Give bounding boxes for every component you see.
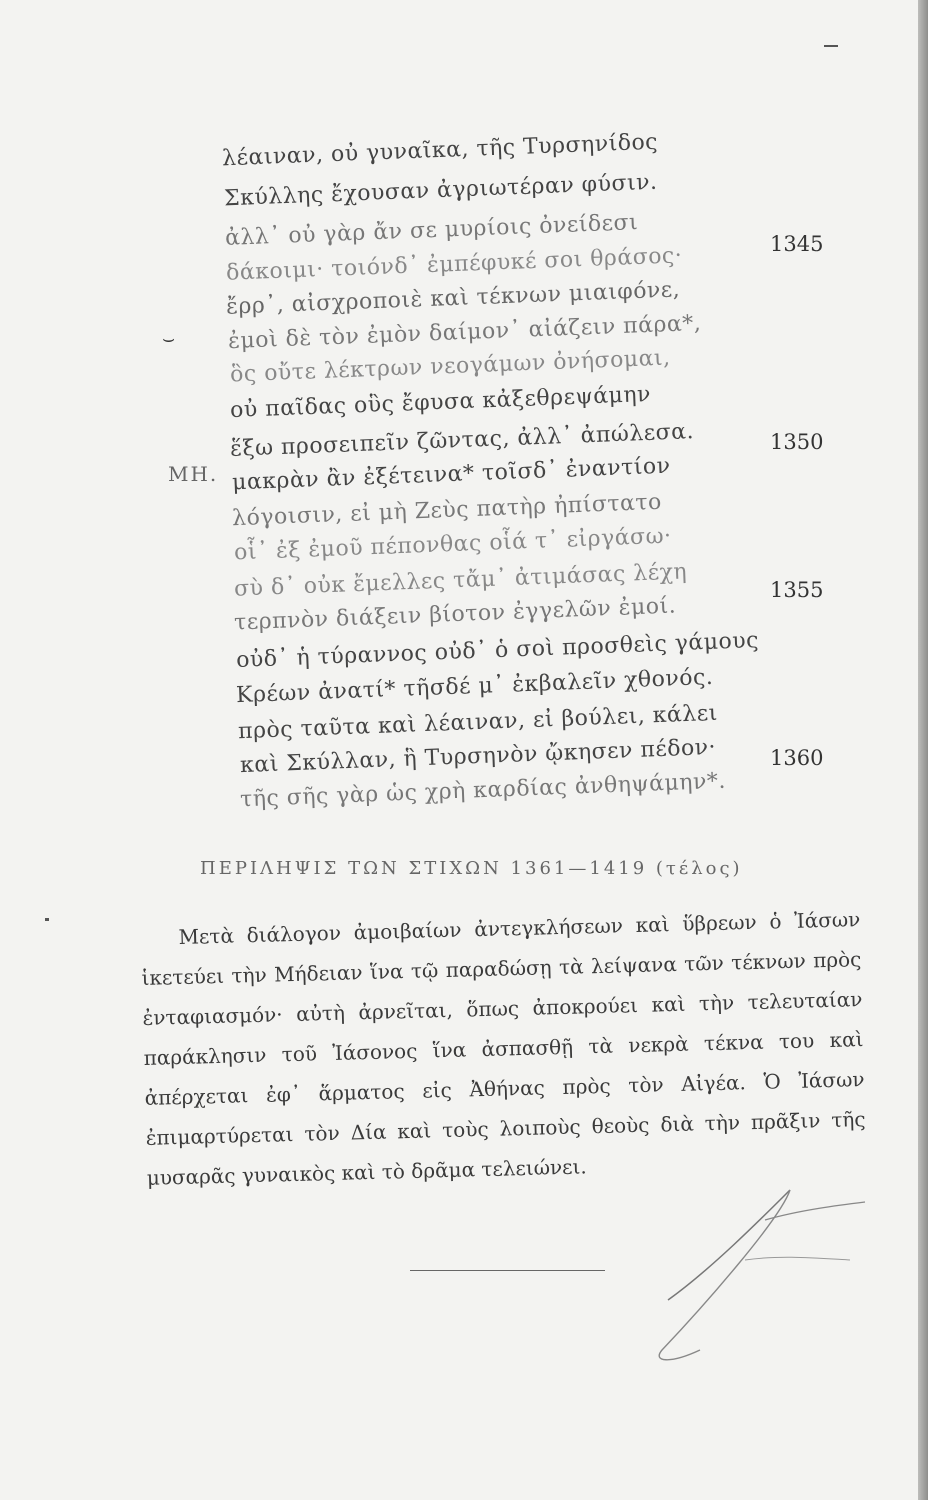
poem-line: Σκύλλης ἔχουσαν ἀγριωτέραν φύσιν. bbox=[223, 169, 658, 212]
poem-line: λέαιναν, οὐ γυναῖκα, τῆς Τυρσηνίδος bbox=[221, 129, 659, 172]
signature-scribble bbox=[640, 1150, 870, 1380]
poem-line: ἐμοὶ δὲ τὸν ἐμὸν δαίμον᾽ αἰάζειν πάρα*, bbox=[227, 310, 702, 355]
section-heading: ΠΕΡΙΛΗΨΙΣ ΤΩΝ ΣΤΙΧΩΝ 1361—1419 (τέλος) bbox=[200, 858, 743, 879]
line-number: 1355 bbox=[770, 578, 824, 602]
line-number: 1350 bbox=[770, 430, 824, 454]
poem-line: λόγοισιν, εἰ μὴ Ζεὺς πατὴρ ἠπίστατο bbox=[231, 489, 663, 532]
poem-line: δάκοιμι· τοιόνδ᾽ ἐμπέφυκέ σοι θράσος· bbox=[225, 243, 683, 286]
poem-line: μακρὰν ἂν ἐξέτεινα* τοῖσδ᾽ ἐναντίον bbox=[231, 453, 671, 496]
poem-line: καὶ Σκύλλαν, ἣ Τυρσηνὸν ᾤκησεν πέδον· bbox=[239, 734, 717, 779]
poem-line: Κρέων ἀνατί* τῆσδέ μ᾽ ἐκβαλεῖν χθονός. bbox=[235, 664, 714, 709]
line-number: 1345 bbox=[770, 232, 824, 256]
margin-mark: ⌣ bbox=[162, 326, 176, 350]
summary-paragraph: Μετὰ διάλογον ἀμοιβαίων ἀντεγκλήσεων καὶ ὕβρεων ὁ Ἰάσων ἱκετεύει τὴν Μήδειαν ἵνα τῷ παραδώσῃ τὰ λείψανα τῶν τέκνων πρὸς ἐνταφιασμόν· αὐτὴ ἀρνεῖται, ὅπως ἀποκρούει καὶ τὴν τελευταίαν παράκλησιν τοῦ Ἰάσονος ἵνα ἀσπασθῇ τὰ νεκρὰ τέκνα του καὶ ἀπέρχεται ἐφ᾽ ἅρματος εἰς Ἀθήνας πρὸς τὸν Αἰγέα. Ὁ Ἰάσων ἐπιμαρτύρεται τὸν Δία καὶ τοὺς λοιποὺς θεοὺς διὰ τὴν πρᾶξιν τῆς μυσαρᾶς γυναικὸς καὶ τὸ δρᾶμα τελειώνει. bbox=[141, 907, 866, 1190]
poem-line: ἔρρ᾽, αἰσχροποιὲ καὶ τέκνων μιαιφόνε, bbox=[225, 277, 681, 320]
poem-line: οὐ παῖδας οὓς ἔφυσα κἀξεθρεψάμην bbox=[229, 381, 652, 424]
poem-line: σὺ δ᾽ οὐκ ἔμελλες τἄμ᾽ ἀτιμάσας λέχη bbox=[233, 559, 688, 602]
corner-mark bbox=[824, 45, 838, 47]
margin-tick bbox=[45, 918, 49, 921]
poem-line: ἕξω προσειπεῖν ζῶντας, ἀλλ᾽ ἀπώλεσα. bbox=[229, 419, 695, 462]
poem-line: οἷ᾽ ἐξ ἐμοῦ πέπονθας οἷά τ᾽ εἰργάσω· bbox=[233, 523, 672, 566]
poem-line: τῆς σῆς γὰρ ὡς χρὴ καρδίας ἀνθηψάμην*. bbox=[239, 768, 727, 813]
poem-line: ὃς οὔτε λέκτρων νεογάμων ὀνήσομαι, bbox=[229, 345, 672, 388]
poem-line: οὐδ᾽ ἡ τύραννος οὐδ᾽ ὁ σοὶ προσθεὶς γάμους bbox=[235, 627, 760, 674]
poem-line: ἀλλ᾽ οὐ γὰρ ἄν σε μυρίοις ὀνείδεσι bbox=[224, 210, 639, 251]
poem-line: πρὸς ταῦτα καὶ λέαιναν, εἰ βούλει, κάλει bbox=[237, 700, 719, 745]
poem-line: τερπνὸν διάξειν βίοτον ἐγγελῶν ἐμοί. bbox=[233, 593, 677, 636]
page-edge bbox=[918, 0, 928, 1500]
closing-rule bbox=[410, 1270, 605, 1271]
line-number: 1360 bbox=[770, 746, 824, 770]
speaker-label: ΜΗ. bbox=[168, 462, 219, 486]
